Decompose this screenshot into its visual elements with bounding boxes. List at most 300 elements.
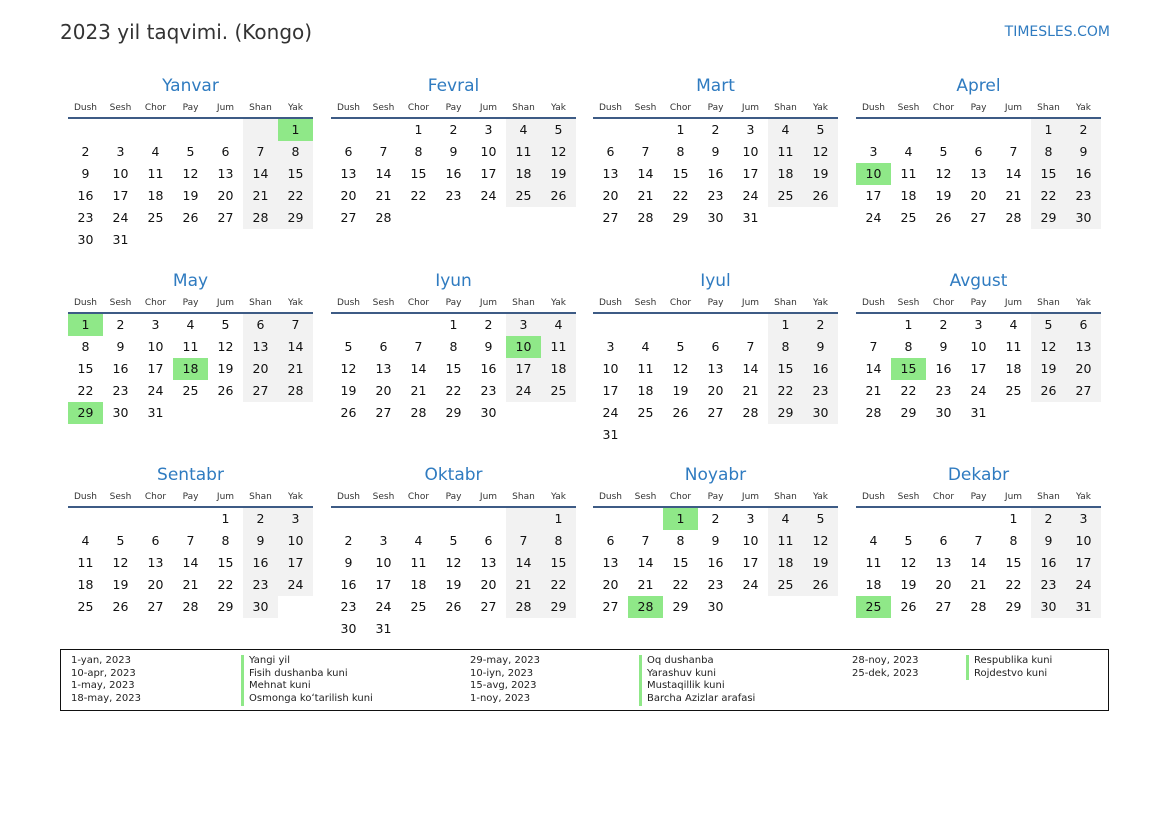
legend-date: 10-iyn, 2023	[470, 667, 534, 679]
weekday-label: Chor	[407, 298, 430, 308]
day-cell: 5	[221, 317, 230, 332]
day-cell: 25	[77, 599, 94, 614]
weekday-label: Chor	[932, 103, 955, 113]
weekday-label: Yak	[288, 298, 303, 308]
day-cell: 21	[1005, 188, 1022, 203]
day-cell: 25	[637, 405, 654, 420]
holiday-day-cell: 25	[856, 596, 891, 618]
day-cell: 22	[672, 577, 689, 592]
holiday-day-cell: 1	[68, 314, 103, 336]
week-row	[331, 402, 576, 424]
day-cell: 24	[147, 383, 164, 398]
empty-day-cell	[471, 207, 506, 229]
weekday-label: Chor	[932, 298, 955, 308]
day-cell: 3	[484, 122, 493, 137]
day-cell: 11	[865, 555, 882, 570]
month-name: Oktabr	[424, 465, 483, 485]
empty-day-cell	[243, 119, 278, 141]
day-cell: 10	[112, 166, 129, 181]
day-cell: 13	[602, 555, 619, 570]
day-cell: 20	[375, 383, 392, 398]
weekday-label: Yak	[813, 103, 828, 113]
empty-day-cell	[961, 119, 996, 141]
day-cell: 2	[243, 508, 278, 530]
day-cell: 8	[768, 336, 803, 358]
weekday-header	[331, 488, 576, 508]
day-cell: 24	[602, 405, 619, 420]
weekday-label: Pay	[707, 103, 724, 113]
month-sentabr	[68, 462, 313, 618]
day-cell: 3	[278, 508, 313, 530]
weekday-label: Jum	[741, 492, 760, 502]
weekday-label: Yak	[813, 492, 828, 502]
empty-day-cell	[628, 508, 663, 530]
day-cell: 22	[410, 188, 427, 203]
weekday-label: Yak	[288, 492, 303, 502]
day-cell: 9	[449, 144, 458, 159]
week-row	[68, 574, 313, 596]
weekday-label: Jum	[741, 298, 760, 308]
empty-day-cell	[926, 119, 961, 141]
month-mart	[593, 73, 838, 229]
day-cell: 26	[112, 599, 129, 614]
day-cell: 12	[445, 555, 462, 570]
day-cell: 18	[1005, 361, 1022, 376]
empty-day-cell	[366, 119, 401, 141]
day-cell: 11	[1005, 339, 1022, 354]
month-may	[68, 268, 313, 424]
weekday-label: Shan	[249, 103, 272, 113]
day-cell: 11	[77, 555, 94, 570]
day-cell: 23	[77, 210, 94, 225]
month-fevral	[331, 73, 576, 229]
week-row	[68, 596, 313, 618]
week-row	[68, 552, 313, 574]
day-cell: 6	[344, 144, 353, 159]
day-cell: 6	[974, 144, 983, 159]
weekday-label: Jum	[1004, 298, 1023, 308]
day-cell: 21	[375, 188, 392, 203]
week-row	[593, 163, 838, 185]
day-cell: 21	[742, 383, 759, 398]
day-cell: 16	[340, 577, 357, 592]
day-cell: 7	[278, 314, 313, 336]
day-cell: 20	[480, 577, 497, 592]
day-cell: 16	[77, 188, 94, 203]
day-cell: 3	[379, 533, 388, 548]
day-cell: 28	[506, 596, 541, 618]
day-cell: 26	[217, 383, 234, 398]
weekday-label: Pay	[970, 103, 987, 113]
legend-name-column	[241, 655, 373, 706]
day-cell: 16	[112, 361, 129, 376]
day-cell: 19	[182, 188, 199, 203]
day-cell: 18	[77, 577, 94, 592]
weekday-label: Shan	[1037, 298, 1060, 308]
weekday-label: Dush	[73, 492, 98, 502]
day-cell: 22	[1031, 185, 1066, 207]
weekday-label: Shan	[512, 492, 535, 502]
empty-day-cell	[436, 618, 471, 640]
day-cell: 12	[340, 361, 357, 376]
day-cell: 5	[186, 144, 195, 159]
weekday-label: Shan	[1037, 103, 1060, 113]
week-row	[68, 314, 313, 336]
day-cell: 14	[243, 163, 278, 185]
week-row	[331, 530, 576, 552]
day-cell: 19	[1031, 358, 1066, 380]
week-row	[331, 380, 576, 402]
day-cell: 10	[742, 533, 759, 548]
weekday-header	[593, 99, 838, 119]
day-cell: 2	[711, 122, 720, 137]
weekday-label: Pay	[707, 298, 724, 308]
empty-day-cell	[278, 596, 313, 618]
weekday-label: Chor	[144, 298, 167, 308]
day-cell: 23	[707, 577, 724, 592]
weekday-label: Shan	[249, 298, 272, 308]
day-cell: 17	[375, 577, 392, 592]
day-cell: 8	[904, 339, 913, 354]
empty-day-cell	[471, 618, 506, 640]
day-cell: 21	[243, 185, 278, 207]
empty-day-cell	[593, 119, 628, 141]
day-cell: 16	[707, 166, 724, 181]
legend-holiday-name: Mehnat kuni	[241, 680, 373, 693]
day-cell: 2	[803, 314, 838, 336]
day-cell: 4	[768, 508, 803, 530]
day-cell: 13	[970, 166, 987, 181]
weekday-label: Dush	[73, 103, 98, 113]
legend-holiday-name: Barcha Azizlar arafasi	[639, 693, 755, 706]
holiday-day-cell: 18	[173, 358, 208, 380]
day-cell: 11	[182, 339, 199, 354]
day-cell: 11	[410, 555, 427, 570]
day-cell: 26	[803, 574, 838, 596]
empty-day-cell	[138, 119, 173, 141]
day-cell: 10	[602, 361, 619, 376]
empty-day-cell	[208, 229, 243, 251]
day-cell: 9	[711, 533, 720, 548]
week-row	[593, 574, 838, 596]
empty-day-cell	[173, 229, 208, 251]
week-row	[68, 402, 313, 424]
day-cell: 11	[541, 336, 576, 358]
day-cell: 16	[1066, 163, 1101, 185]
day-cell: 6	[1066, 314, 1101, 336]
day-cell: 17	[506, 358, 541, 380]
day-cell: 7	[974, 533, 983, 548]
empty-day-cell	[401, 618, 436, 640]
week-row	[331, 574, 576, 596]
day-cell: 2	[484, 317, 493, 332]
day-cell: 14	[506, 552, 541, 574]
day-cell: 28	[637, 210, 654, 225]
day-cell: 29	[1031, 207, 1066, 229]
day-cell: 14	[375, 166, 392, 181]
day-cell: 1	[768, 314, 803, 336]
weekday-label: Pay	[182, 298, 199, 308]
day-cell: 30	[243, 596, 278, 618]
day-cell: 22	[445, 383, 462, 398]
day-cell: 19	[803, 163, 838, 185]
empty-day-cell	[803, 596, 838, 618]
day-cell: 7	[506, 530, 541, 552]
day-cell: 24	[480, 188, 497, 203]
day-cell: 20	[935, 577, 952, 592]
legend-holiday-name: Fisih dushanba kuni	[241, 668, 373, 681]
day-cell: 5	[344, 339, 353, 354]
day-cell: 24	[742, 188, 759, 203]
day-cell: 6	[484, 533, 493, 548]
empty-day-cell	[628, 119, 663, 141]
empty-day-cell	[366, 314, 401, 336]
week-row	[331, 119, 576, 141]
day-cell: 9	[1066, 141, 1101, 163]
day-cell: 13	[217, 166, 234, 181]
holiday-day-cell: 10	[506, 336, 541, 358]
week-row	[68, 358, 313, 380]
day-cell: 24	[742, 577, 759, 592]
day-cell: 27	[480, 599, 497, 614]
day-cell: 6	[379, 339, 388, 354]
day-cell: 30	[707, 210, 724, 225]
empty-day-cell	[733, 314, 768, 336]
week-row	[68, 336, 313, 358]
day-cell: 1	[1009, 511, 1018, 526]
week-row	[856, 530, 1101, 552]
day-cell: 22	[1005, 577, 1022, 592]
week-row	[856, 336, 1101, 358]
empty-day-cell	[208, 119, 243, 141]
legend-date: 1-yan, 2023	[71, 655, 131, 666]
weekday-label: Jum	[741, 103, 760, 113]
empty-day-cell	[506, 618, 541, 640]
day-cell: 6	[711, 339, 720, 354]
day-cell: 17	[970, 361, 987, 376]
day-cell: 17	[147, 361, 164, 376]
day-cell: 6	[243, 314, 278, 336]
weekday-label: Dush	[861, 492, 886, 502]
day-cell: 25	[410, 599, 427, 614]
weekday-label: Chor	[144, 492, 167, 502]
day-cell: 9	[484, 339, 493, 354]
day-cell: 31	[970, 405, 987, 420]
weekday-header	[856, 99, 1101, 119]
weekday-label: Yak	[551, 492, 566, 502]
empty-day-cell	[331, 119, 366, 141]
day-cell: 6	[221, 144, 230, 159]
day-cell: 1	[221, 511, 230, 526]
day-cell: 23	[935, 383, 952, 398]
week-row	[331, 141, 576, 163]
day-cell: 24	[112, 210, 129, 225]
week-row	[856, 163, 1101, 185]
day-cell: 4	[81, 533, 90, 548]
day-cell: 30	[803, 402, 838, 424]
weekday-label: Dush	[336, 492, 361, 502]
day-cell: 9	[1031, 530, 1066, 552]
week-row	[593, 185, 838, 207]
month-yanvar	[68, 73, 313, 251]
day-cell: 29	[672, 210, 689, 225]
day-cell: 20	[707, 383, 724, 398]
empty-day-cell	[506, 402, 541, 424]
day-cell: 26	[445, 599, 462, 614]
day-cell: 5	[803, 119, 838, 141]
day-cell: 18	[637, 383, 654, 398]
week-row	[331, 358, 576, 380]
day-cell: 15	[445, 361, 462, 376]
month-name: Mart	[696, 76, 735, 96]
day-cell: 12	[1031, 336, 1066, 358]
month-name: Avgust	[949, 271, 1008, 291]
day-cell: 16	[935, 361, 952, 376]
day-cell: 24	[278, 574, 313, 596]
day-cell: 26	[182, 210, 199, 225]
month-noyabr	[593, 462, 838, 618]
week-row	[593, 530, 838, 552]
day-cell: 6	[606, 533, 615, 548]
legend-holiday-name: Oq dushanba	[639, 655, 755, 668]
week-row	[68, 141, 313, 163]
day-cell: 16	[445, 166, 462, 181]
week-row	[68, 163, 313, 185]
week-row	[68, 119, 313, 141]
day-cell: 24	[970, 383, 987, 398]
week-row	[593, 119, 838, 141]
day-cell: 7	[243, 141, 278, 163]
day-cell: 10	[278, 530, 313, 552]
week-row	[68, 229, 313, 251]
day-cell: 22	[217, 577, 234, 592]
empty-day-cell	[506, 508, 541, 530]
day-cell: 27	[970, 210, 987, 225]
day-cell: 1	[904, 317, 913, 332]
weekday-label: Chor	[669, 103, 692, 113]
day-cell: 22	[278, 185, 313, 207]
week-row	[856, 596, 1101, 618]
weekday-label: Sesh	[109, 492, 132, 502]
weekday-label: Pay	[445, 298, 462, 308]
day-cell: 12	[803, 530, 838, 552]
holiday-day-cell: 1	[663, 508, 698, 530]
day-cell: 1	[449, 317, 458, 332]
day-cell: 2	[1066, 119, 1101, 141]
day-cell: 14	[637, 166, 654, 181]
day-cell: 10	[742, 144, 759, 159]
weekday-label: Sesh	[372, 298, 395, 308]
weekday-label: Sesh	[109, 103, 132, 113]
day-cell: 20	[602, 577, 619, 592]
weekday-label: Dush	[861, 298, 886, 308]
day-cell: 17	[742, 166, 759, 181]
day-cell: 5	[1031, 314, 1066, 336]
day-cell: 31	[375, 621, 392, 636]
day-cell: 2	[711, 511, 720, 526]
empty-day-cell	[996, 402, 1031, 424]
day-cell: 18	[410, 577, 427, 592]
day-cell: 17	[742, 555, 759, 570]
day-cell: 17	[112, 188, 129, 203]
day-cell: 29	[672, 599, 689, 614]
empty-day-cell	[173, 402, 208, 424]
day-cell: 3	[869, 144, 878, 159]
day-cell: 7	[746, 339, 755, 354]
weekday-header	[856, 294, 1101, 314]
day-cell: 25	[541, 380, 576, 402]
day-cell: 4	[768, 119, 803, 141]
week-row	[68, 185, 313, 207]
day-cell: 9	[344, 555, 353, 570]
day-cell: 14	[278, 336, 313, 358]
week-row	[856, 402, 1101, 424]
empty-day-cell	[366, 508, 401, 530]
day-cell: 24	[506, 380, 541, 402]
week-row	[593, 314, 838, 336]
day-cell: 6	[151, 533, 160, 548]
empty-day-cell	[401, 207, 436, 229]
day-cell: 18	[768, 552, 803, 574]
day-cell: 9	[803, 336, 838, 358]
empty-day-cell	[856, 119, 891, 141]
weekday-header	[331, 294, 576, 314]
empty-day-cell	[541, 207, 576, 229]
day-cell: 25	[506, 185, 541, 207]
day-cell: 17	[278, 552, 313, 574]
site-link[interactable]: TIMESLES.COM	[1004, 24, 1110, 40]
empty-day-cell	[593, 508, 628, 530]
week-row	[856, 574, 1101, 596]
day-cell: 18	[541, 358, 576, 380]
day-cell: 29	[445, 405, 462, 420]
weekday-label: Chor	[407, 103, 430, 113]
day-cell: 14	[637, 555, 654, 570]
week-row	[593, 552, 838, 574]
empty-day-cell	[856, 314, 891, 336]
day-cell: 7	[379, 144, 388, 159]
day-cell: 2	[449, 122, 458, 137]
day-cell: 23	[480, 383, 497, 398]
week-row	[593, 424, 838, 446]
empty-day-cell	[891, 508, 926, 530]
weekday-label: Shan	[1037, 492, 1060, 502]
day-cell: 13	[935, 555, 952, 570]
day-cell: 3	[506, 314, 541, 336]
day-cell: 19	[340, 383, 357, 398]
day-cell: 20	[217, 188, 234, 203]
day-cell: 13	[147, 555, 164, 570]
weekday-label: Sesh	[897, 298, 920, 308]
day-cell: 16	[1031, 552, 1066, 574]
day-cell: 13	[1066, 336, 1101, 358]
empty-day-cell	[471, 508, 506, 530]
weekday-label: Jum	[216, 298, 235, 308]
day-cell: 27	[217, 210, 234, 225]
day-cell: 19	[541, 163, 576, 185]
empty-day-cell	[173, 508, 208, 530]
day-cell: 19	[935, 188, 952, 203]
week-row	[331, 596, 576, 618]
weekday-label: Pay	[182, 103, 199, 113]
empty-day-cell	[541, 618, 576, 640]
weekday-label: Shan	[512, 103, 535, 113]
day-cell: 20	[147, 577, 164, 592]
day-cell: 9	[81, 166, 90, 181]
day-cell: 30	[1066, 207, 1101, 229]
weekday-header	[68, 488, 313, 508]
day-cell: 1	[414, 122, 423, 137]
